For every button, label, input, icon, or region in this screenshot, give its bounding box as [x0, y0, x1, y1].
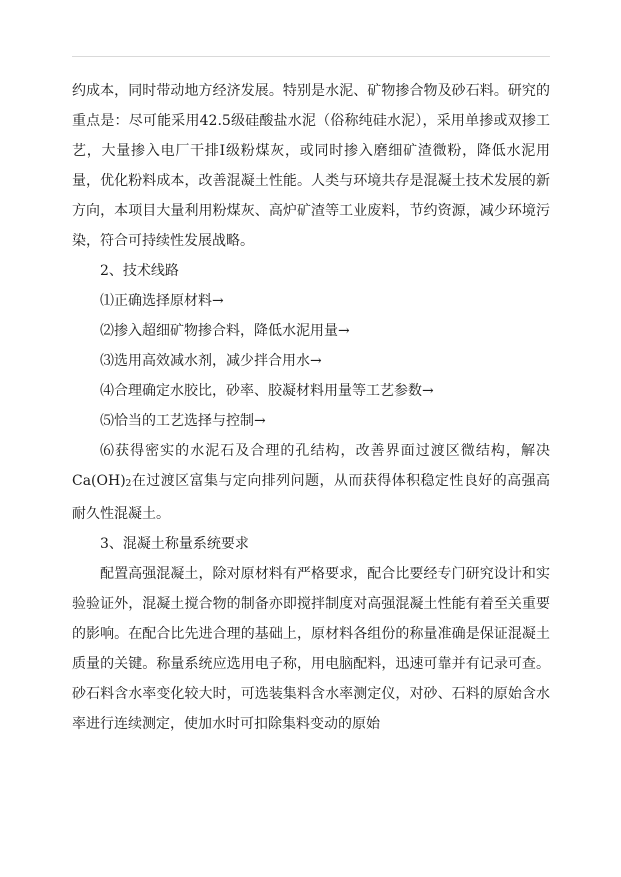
route-step-5: ⑸恰当的工艺选择与控制→ — [100, 413, 266, 429]
route-step-4: ⑷合理确定水胶比，砂率、胶凝材料用量等工艺参数→ — [100, 383, 434, 399]
paragraph-weighing-system: 配置高强混凝土，除对原材料有严格要求，配合比要经专门研究设计和实验验证外，混凝土搅合物的制备亦即搅拌制度对高强混凝土性能有着至关重要的影响。在配合比先进合理的基础上，原材料各组份的称量准确是保证混凝土质量的关键。称量系统应选用电子称，用电脑配料，迅速可靠并有记录可查。砂石料含水率变化较大时，可选装集料含水率测定仪，对砂、石料的原始含水率进行连续测定，使加水时可扣除集料变动的原始 — [72, 566, 550, 732]
route-step-6-text-a: ⑹获得密实的水泥石及合理的孔结构，改善界面过渡区微结构，解决Ca(OH) — [72, 443, 550, 489]
header-rule — [72, 56, 550, 57]
route-step-3: ⑶选用高效减水剂，减少拌合用水→ — [100, 353, 322, 369]
route-step-6 — [72, 436, 550, 529]
route-step-6-text-b: 在过渡区富集与定向排列问题，从而获得体积稳定性良好的高强高耐久性混凝土。 — [72, 473, 550, 522]
paragraph-intro: 约成本，同时带动地方经济发展。特别是水泥、矿物掺合物及砂石料。研究的重点是：尽可能采用42.5级硅酸盐水泥（俗称纯硅水泥），采用单掺或双掺工艺，大量掺入电厂干排Ⅰ级粉煤灰，或同时掺入磨细矿渣微粉，降低水泥用量，优化粉料成本，改善混凝土性能。人类与环境共存是混凝土技术发展的新方向，本项目大量利用粉煤灰、高炉矿渣等工业废料，节约资源，减少环境污染，符合可持续性发展战略。 — [72, 83, 550, 249]
route-step-6-subscript: 2 — [125, 479, 132, 489]
route-step-2: ⑵掺入超细矿物掺合料，降低水泥用量→ — [100, 323, 350, 339]
document-body — [72, 76, 550, 739]
route-step-1: ⑴正确选择原材料→ — [100, 293, 224, 309]
section-heading-weighing-system: 3、混凝土称量系统要求 — [100, 536, 249, 552]
section-heading-technical-route: 2、技术线路 — [100, 263, 179, 279]
